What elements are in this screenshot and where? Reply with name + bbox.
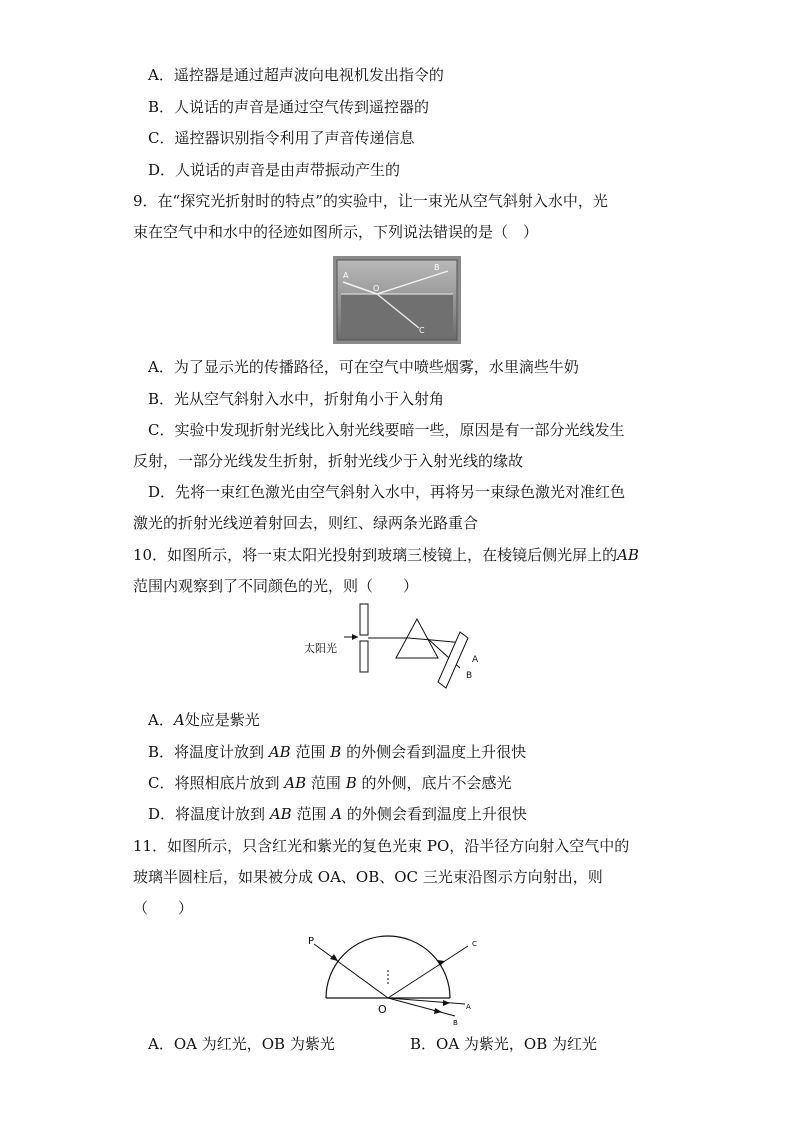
q10-option-c-text: 的外侧，底片不会感光 bbox=[361, 774, 512, 792]
q10-option-d-text: 的外侧会看到温度上升很快 bbox=[346, 805, 527, 823]
q11-label-a: A bbox=[466, 1003, 471, 1011]
q9-label-b: B bbox=[434, 263, 440, 272]
q10-option-b-var2: B bbox=[330, 743, 342, 761]
q11-semicylinder-diagram bbox=[300, 930, 495, 1030]
q9-stem-line2: 束在空气中和水中的径迹如图所示，下列说法错误的是（ ） bbox=[133, 223, 539, 241]
q10-option-b bbox=[148, 742, 526, 762]
q9-refraction-figure bbox=[333, 256, 461, 344]
q10-screen bbox=[438, 632, 468, 688]
q11-label-b: B bbox=[453, 1019, 458, 1027]
q10-option-a-prefix: A． bbox=[148, 711, 174, 729]
q11-option-a: A．OA 为红光，OB 为紫光 bbox=[148, 1035, 335, 1053]
q11-stem-line1: 11．如图所示，只含红光和紫光的复色光束 PO，沿半径方向射入空气中的 bbox=[133, 837, 630, 855]
q11-semicylinder-figure bbox=[300, 930, 495, 1030]
q10-option-b-text: 的外侧会看到温度上升很快 bbox=[346, 743, 527, 761]
q11-ray-oc bbox=[388, 946, 468, 998]
q10-option-d-prefix: D．将温度计放到 bbox=[148, 805, 266, 823]
q10-prism-diagram bbox=[300, 600, 500, 692]
q10-option-c-prefix: C．将照相底片放到 bbox=[148, 774, 280, 792]
q9-option-d-line1: D．先将一束红色激光由空气斜射入水中，再将另一束绿色激光对准红色 bbox=[148, 483, 626, 501]
q10-option-c-var1: AB bbox=[284, 774, 307, 792]
q10-option-b-prefix: B．将温度计放到 bbox=[148, 743, 265, 761]
q10-label-b: B bbox=[466, 671, 473, 681]
q11-ray-po bbox=[314, 944, 388, 998]
q10-option-d-var1: AB bbox=[269, 805, 292, 823]
q8-option-b: B．人说话的声音是通过空气传到遥控器的 bbox=[148, 98, 430, 116]
q9-option-d-line2: 激光的折射光线逆着射回去，则红、绿两条光路重合 bbox=[133, 514, 479, 532]
q10-stem-line2: 范围内观察到了不同颜色的光，则（ ） bbox=[133, 577, 419, 595]
q10-option-a-var: A bbox=[173, 711, 185, 729]
q9-label-o: O bbox=[373, 284, 380, 293]
q10-option-d bbox=[148, 804, 527, 824]
q9-stem-line1: 9．在“探究光折射时的特点”的实验中，让一束光从空气斜射入水中，光 bbox=[133, 192, 608, 210]
q9-option-c-line2: 反射，一部分光线发生折射，折射光线少于入射光线的缘故 bbox=[133, 452, 524, 470]
q10-stem-line1 bbox=[133, 545, 639, 565]
q11-stem-line3: （ ） bbox=[133, 899, 194, 917]
q11-label-o: O bbox=[378, 1003, 387, 1016]
q10-stem-var-ab: AB bbox=[617, 546, 639, 564]
q10-slit-bottom bbox=[360, 641, 368, 672]
q10-option-a bbox=[148, 710, 260, 730]
q10-option-c-mid: 范围 bbox=[310, 774, 341, 792]
q10-prism-figure bbox=[300, 600, 500, 692]
q9-option-a: A．为了显示光的传播路径，可在空气中喷些烟雾，水里滴些牛奶 bbox=[148, 358, 579, 376]
q10-option-b-mid: 范围 bbox=[295, 743, 326, 761]
q10-label-sunlight: 太阳光 bbox=[304, 642, 337, 655]
q10-option-c bbox=[148, 773, 512, 793]
q10-stem-text: 10．如图所示，将一束太阳光投射到玻璃三棱镜上，在棱镜后侧光屏上的 bbox=[133, 546, 618, 564]
q8-option-a: A．遥控器是通过超声波向电视机发出指令的 bbox=[148, 66, 444, 84]
q9-label-c: C bbox=[419, 326, 425, 335]
q10-slit-top bbox=[360, 604, 368, 635]
q8-option-c: C．遥控器识别指令利用了声音传递信息 bbox=[148, 129, 415, 147]
q10-option-d-mid: 范围 bbox=[296, 805, 327, 823]
q8-option-d: D．人说话的声音是由声带振动产生的 bbox=[148, 161, 401, 179]
q11-option-b: B．OA 为紫光，OB 为红光 bbox=[410, 1035, 598, 1053]
q9-option-c-line1: C．实验中发现折射光线比入射光线要暗一些，原因是有一部分光线发生 bbox=[148, 421, 625, 439]
q10-option-a-text: 处应是紫光 bbox=[184, 711, 260, 729]
q11-semicircle-arc bbox=[326, 936, 450, 998]
q9-option-b: B．光从空气斜射入水中，折射角小于入射角 bbox=[148, 390, 445, 408]
q10-option-d-var2: A bbox=[331, 805, 343, 823]
q9-label-a: A bbox=[343, 271, 349, 280]
q10-label-a: A bbox=[472, 655, 479, 665]
q11-stem-line2: 玻璃半圆柱后，如果被分成 OA、OB、OC 三光束沿图示方向射出，则 bbox=[133, 868, 603, 886]
q9-refraction-photo bbox=[333, 256, 461, 344]
q10-option-c-var2: B bbox=[345, 774, 357, 792]
q10-option-b-var1: AB bbox=[268, 743, 291, 761]
q11-label-p: P bbox=[308, 936, 315, 947]
q11-label-c: C bbox=[472, 940, 477, 948]
